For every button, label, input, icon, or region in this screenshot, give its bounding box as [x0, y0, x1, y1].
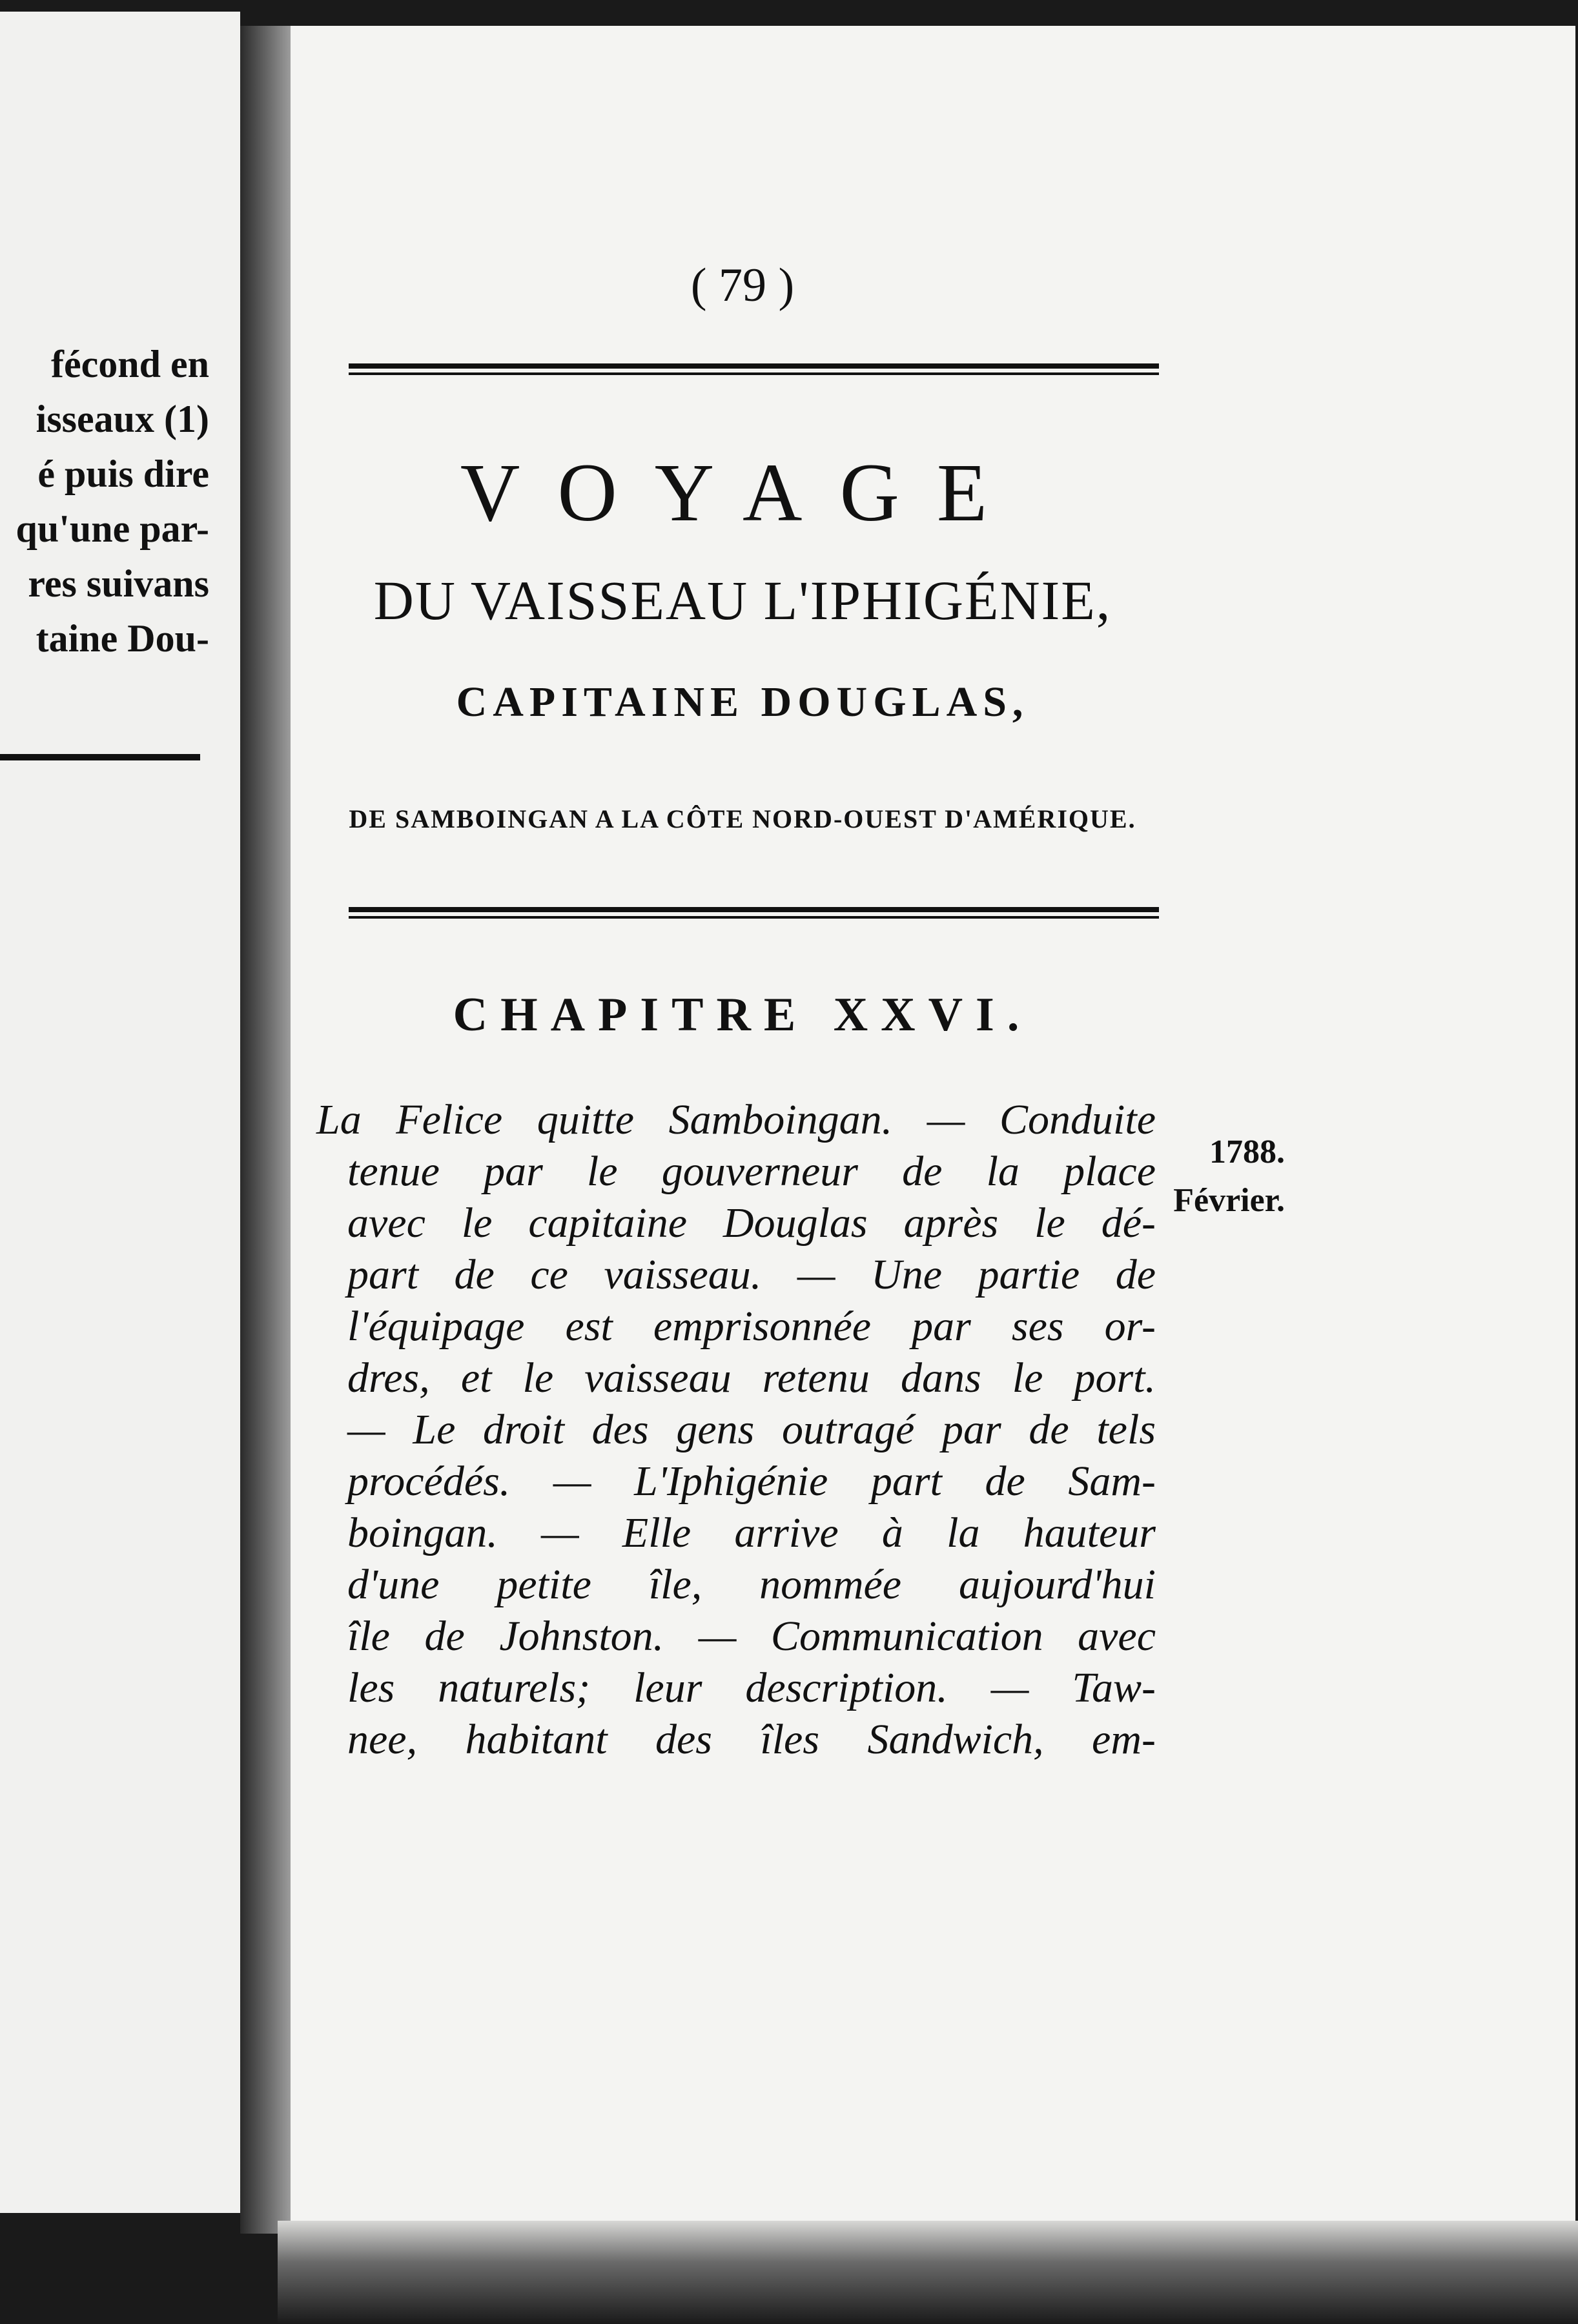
summary-line: d'une petite île, nommée aujourd'hui — [347, 1561, 1156, 1608]
left-page-rule — [0, 754, 200, 760]
summary-line: tenue par le gouverneur de la place — [347, 1148, 1156, 1195]
summary-line: nee, habitant des îles Sandwich, em- — [347, 1716, 1156, 1763]
summary-line: les naturels; leur description. — Taw- — [347, 1664, 1156, 1711]
top-double-rule — [349, 363, 1159, 378]
left-page-line: fécond en — [51, 343, 209, 385]
summary-line: île de Johnston. — Communication avec — [347, 1613, 1156, 1660]
summary-line: — Le droit des gens outragé par de tels — [347, 1406, 1156, 1453]
summary-line: boingan. — Elle arrive à la hauteur — [347, 1509, 1156, 1556]
summary-line: La Felice quitte Samboingan. — Conduite — [316, 1096, 1156, 1143]
subtitle-route: DE SAMBOINGAN A LA CÔTE NORD-OUEST D'AMÉRIQUE. — [349, 804, 1136, 833]
page-title: VOYAGE — [460, 447, 1025, 538]
left-page-line: isseaux (1) — [36, 398, 209, 440]
middle-double-rule — [349, 907, 1159, 921]
summary-line: dres, et le vaisseau retenu dans le port. — [347, 1354, 1156, 1402]
summary-line: procédés. — L'Iphigénie part de Sam- — [347, 1458, 1156, 1505]
chapter-summary — [316, 1094, 1156, 1766]
left-page-line: qu'une par- — [15, 507, 209, 550]
summary-line: l'équipage est emprisonnée par ses or- — [347, 1303, 1156, 1350]
subtitle-ship: DU VAISSEAU L'IPHIGÉNIE, — [373, 569, 1112, 631]
page-number: ( 79 ) — [690, 259, 795, 312]
margin-note-month: Février. — [1173, 1182, 1285, 1219]
page-bottom-shadow — [278, 2221, 1578, 2324]
left-page-line: é puis dire — [37, 453, 209, 495]
margin-note-year: 1788. — [1209, 1134, 1285, 1170]
subtitle-captain: CAPITAINE DOUGLAS, — [456, 678, 1029, 726]
left-facing-page — [0, 12, 240, 2213]
summary-line: avec le capitaine Douglas après le dé- — [347, 1199, 1156, 1247]
left-page-line: taine Dou- — [36, 617, 209, 660]
left-page-line: res suivans — [28, 562, 209, 605]
chapter-heading: CHAPITRE XXVI. — [453, 988, 1032, 1041]
summary-line: part de ce vaisseau. — Une partie de — [347, 1251, 1156, 1298]
